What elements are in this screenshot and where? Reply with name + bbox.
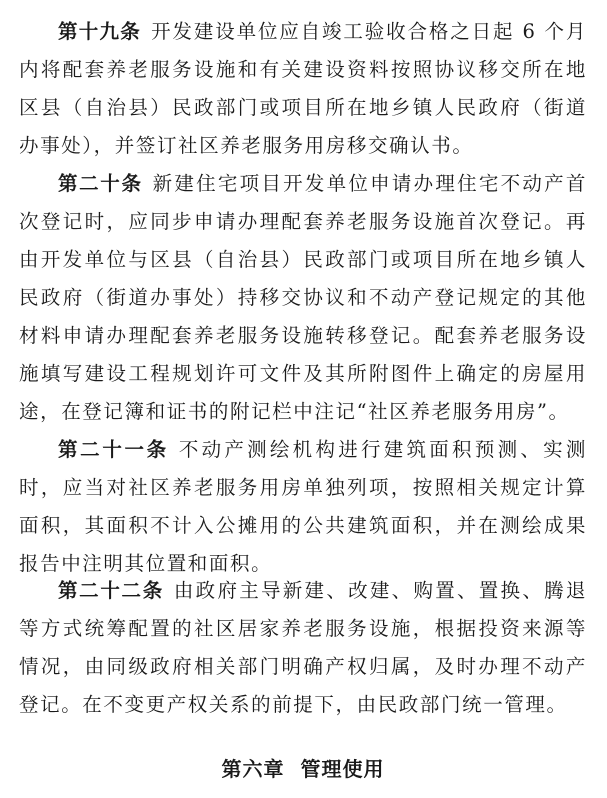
article-number: 第二十二条	[58, 579, 164, 602]
chapter-heading: 第六章 管理使用	[221, 757, 385, 781]
article-number: 第二十一条	[58, 438, 169, 461]
article-number: 第十九条	[58, 20, 142, 43]
article-20	[19, 165, 587, 431]
article-text: 开发建设单位应自竣工验收合格之日起 6 个月内将配套养老服务设施和有关建设资料按照协议移交所在地区县（自治县）民政部门或项目所在地乡镇人民政府（街道办事处），并签订社区养老服务用房移交确认书。	[19, 20, 587, 157]
article-text: 由政府主导新建、改建、购置、置换、腾退等方式统筹配置的社区居家养老服务设施，根据投资来源等情况，由同级政府相关部门明确产权归属，及时办理不动产登记。在不变更产权关系的前提下，由民政部门统一管理。	[19, 579, 587, 716]
document-page	[19, 0, 587, 798]
article-19	[19, 13, 587, 165]
article-21	[19, 431, 587, 583]
article-text: 新建住宅项目开发单位申请办理住宅不动产首次登记时，应同步申请办理配套养老服务设施首次登记。再由开发单位与区县（自治县）民政部门或项目所在地乡镇人民政府（街道办事处）持移交协议和不动产登记规定的其他材料申请办理配套养老服务设施转移登记。配套养老服务设施填写建设工程规划许可文件及其所附图件上确定的房屋用途，在登记簿和证书的附记栏中注记“社区养老服务用房”。	[19, 172, 587, 423]
article-text: 不动产测绘机构进行建筑面积预测、实测时，应当对社区养老服务用房单独列项，按照相关规定计算面积，其面积不计入公摊用的公共建筑面积，并在测绘成果报告中注明其位置和面积。	[19, 438, 587, 575]
article-number: 第二十条	[58, 172, 143, 195]
article-22	[19, 572, 587, 724]
